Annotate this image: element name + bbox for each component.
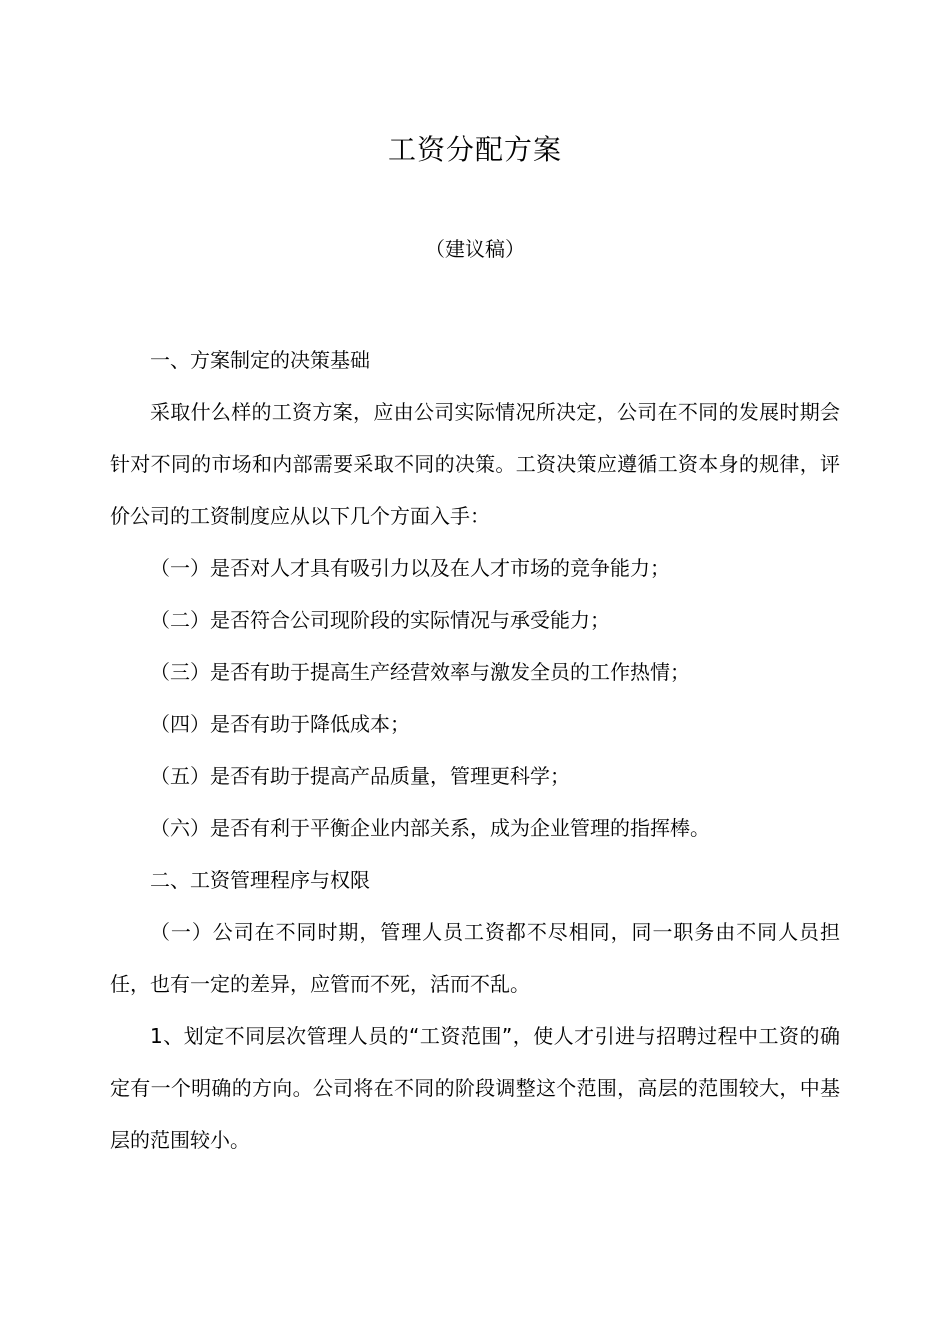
- list-item-4: （四）是否有助于降低成本；: [150, 712, 410, 736]
- section-heading-1: 一、方案制定的决策基础: [150, 348, 370, 372]
- list-item-2: （二）是否符合公司现阶段的实际情况与承受能力；: [150, 608, 610, 632]
- list-item-5: （五）是否有助于提高产品质量，管理更科学；: [150, 764, 570, 788]
- paragraph-section-2-1: （一）公司在不同时期，管理人员工资都不尽相同，同一职务由不同人员担任，也有一定的差异，应管而不死，活而不乱。: [110, 920, 840, 996]
- section-heading-2: 二、工资管理程序与权限: [150, 868, 370, 892]
- paragraph-section-2-2: 1、划定不同层次管理人员的“工资范围”，使人才引进与招聘过程中工资的确定有一个明确的方向。公司将在不同的阶段调整这个范围，高层的范围较大，中基层的范围较小。: [110, 1024, 840, 1152]
- document-body: [110, 334, 840, 1166]
- document-title: 工资分配方案: [387, 133, 562, 166]
- list-item-1: （一）是否对人才具有吸引力以及在人才市场的竞争能力；: [150, 556, 670, 580]
- list-item-6: （六）是否有利于平衡企业内部关系，成为企业管理的指挥棒。: [150, 816, 710, 840]
- paragraph-intro: 采取什么样的工资方案，应由公司实际情况所决定，公司在不同的发展时期会针对不同的市场和内部需要采取不同的决策。工资决策应遵循工资本身的规律，评价公司的工资制度应从以下几个方面入手：: [110, 400, 840, 528]
- list-item-3: （三）是否有助于提高生产经营效率与激发全员的工作热情；: [150, 660, 690, 684]
- document-subtitle: （建议稿）: [425, 237, 525, 261]
